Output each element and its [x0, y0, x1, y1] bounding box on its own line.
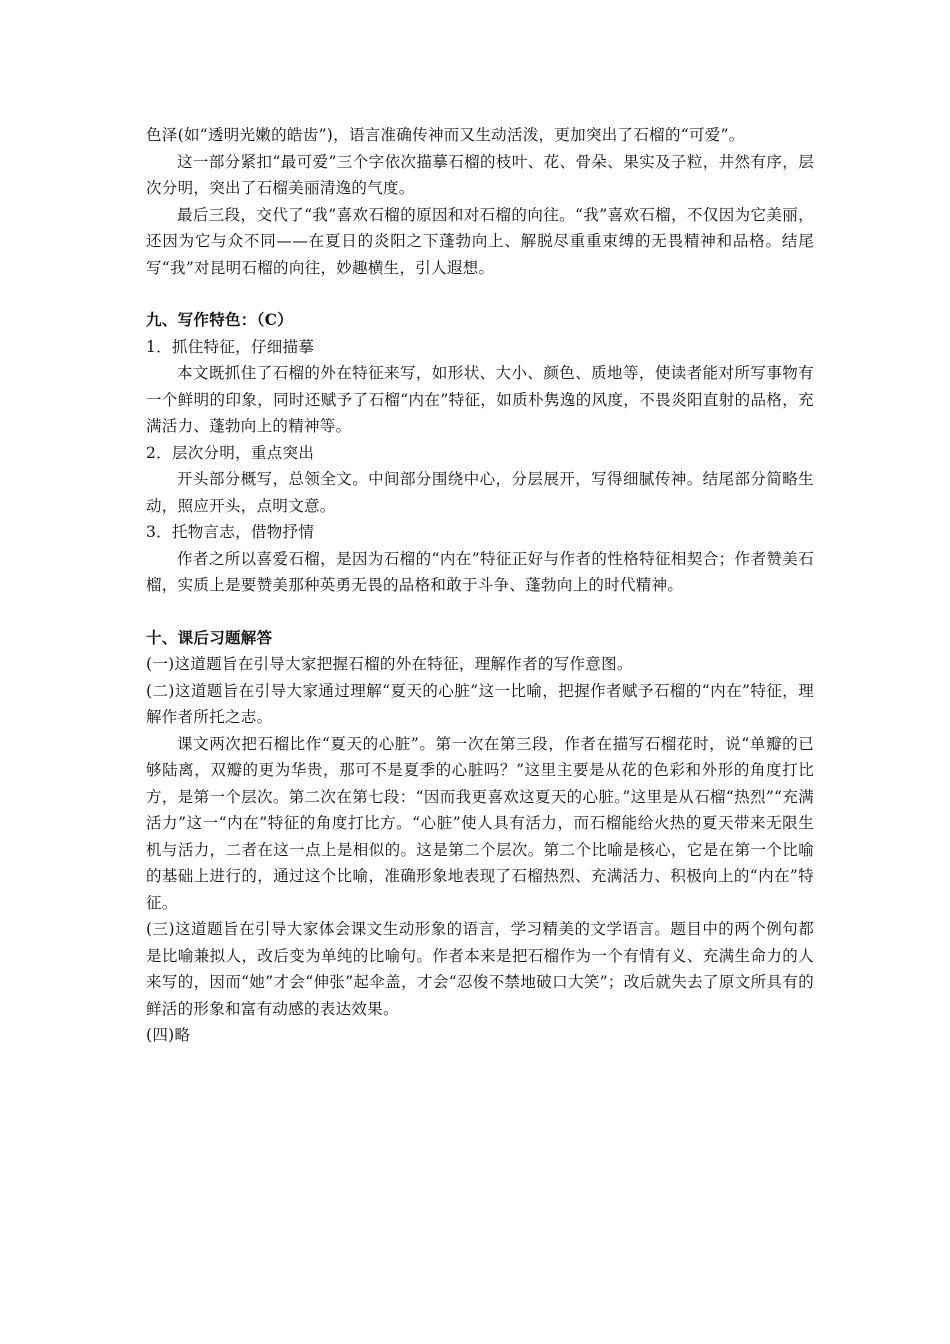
- intro-paragraph-1: 色泽(如“透明光嫩的皓齿”)，语言准确传神而又生动活泼，更加突出了石榴的“可爱”。: [146, 126, 745, 144]
- section-9-item-2-title: 2．层次分明，重点突出: [146, 443, 315, 462]
- section-9-item-1-text: 本文既抓住了石榴的外在特征来写，如形状、大小、颜色、质地等，使读者能对所写事物有一个鲜明的印象，同时还赋予了石榴“内在”特征，如质朴隽逸的风度，不畏炎阳直射的品格，充满活力、蓬勃向上的精神等。: [146, 364, 814, 435]
- document-body: [146, 122, 814, 1049]
- section-9-item-3-text: 作者之所以喜爱石榴，是因为石榴的“内在”特征正好与作者的性格特征相契合；作者赞美石榴，实质上是要赞美那种英勇无畏的品格和敢于斗争、蓬勃向上的时代精神。: [146, 549, 814, 594]
- intro-paragraph-3: 最后三段，交代了“我”喜欢石榴的原因和对石榴的向往。“我”喜欢石榴，不仅因为它美丽，还因为它与众不同——在夏日的炎阳之下蓬勃向上、解脱尽重重束缚的无畏精神和品格。结尾写“我”对昆明石榴的向往，妙趣横生，引人遐想。: [146, 205, 814, 277]
- answer-4: (四)略: [146, 1026, 191, 1044]
- answer-2: (二)这道题旨在引导大家通过理解“夏天的心脏”这一比喻，把握作者赋予石榴的“内在”特征，理解作者所托之志。: [146, 681, 814, 726]
- section-9-item-1-title: 1．抓住特征，仔细描摹: [146, 337, 315, 356]
- answer-1: (一)这道题旨在引导大家把握石榴的外在特征，理解作者的写作意图。: [146, 655, 633, 673]
- answer-2-detail: 课文两次把石榴比作“夏天的心脏”。第一次在第三段，作者在描写石榴花时，说“单瓣的已够陆离，双瓣的更为华贵，那可不是夏季的心脏吗？”这里主要是从花的色彩和外形的角度打比方，是第一个层次。第二次在第七段：“因而我更喜欢这夏天的心脏。”这里是从石榴“热烈”“充满活力”这一“内在”特征的角度打比方。“心脏”使人具有活力，而石榴能给火热的夏天带来无限生机与活力，二者在这一点上是相似的。这是第二个层次。第二个比喻是核心，它是在第一个比喻的基础上进行的，通过这个比喻，准确形象地表现了石榴热烈、充满活力、积极向上的“内在”特征。: [146, 734, 814, 912]
- section-10-heading: 十、课后习题解答: [146, 627, 273, 647]
- section-9-item-3-title: 3．托物言志，借物抒情: [146, 523, 315, 541]
- section-9-heading: 九、写作特色：（C）: [146, 310, 294, 329]
- intro-paragraph-2: 这一部分紧扣“最可爱”三个字依次描摹石榴的枝叶、花、骨朵、果实及子粒，井然有序，层次分明，突出了石榴美丽清逸的气度。: [146, 152, 814, 197]
- section-9-item-2-text: 开头部分概写，总领全文。中间部分围绕中心，分层展开，写得细腻传神。结尾部分简略生动，照应开头，点明文意。: [146, 470, 814, 515]
- answer-3: (三)这道题旨在引导大家体会课文生动形象的语言，学习精美的文学语言。题目中的两个例句都是比喻兼拟人，改后变为单纯的比喻句。作者本来是把石榴作为一个有情有义、充满生命力的人来写的，因而“她”才会“伸张”起伞盖，才会“忍俊不禁地破口大笑”；改后就失去了原文所具有的鲜活的形象和富有动感的表达效果。: [146, 920, 814, 1018]
